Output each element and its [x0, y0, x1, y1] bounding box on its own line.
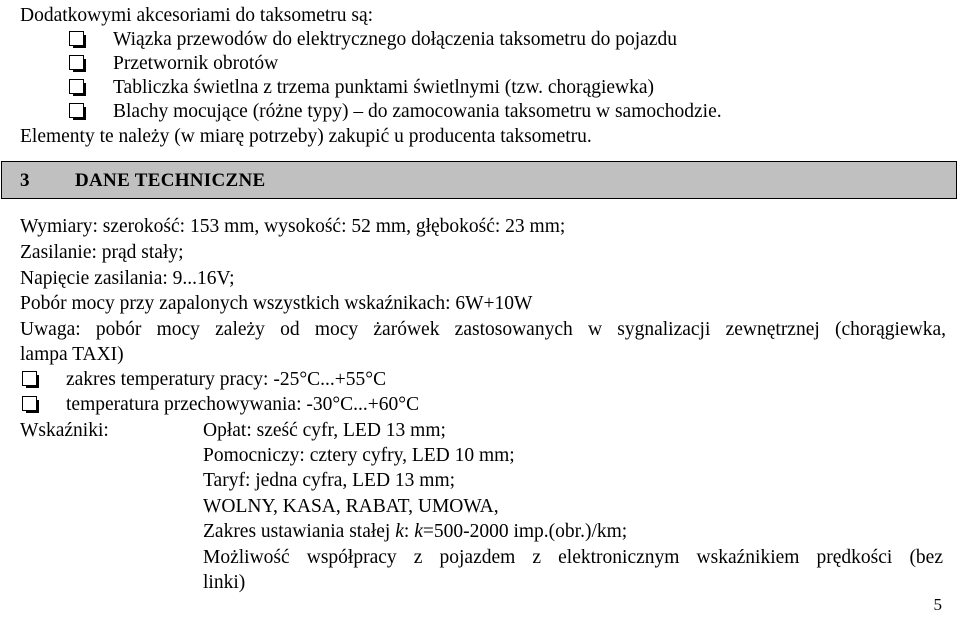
page-number: 5 — [933, 595, 942, 614]
accessory-item: Tabliczka świetlna z trzema punktami świetlnymi (tzw. chorągiewka) — [113, 77, 655, 98]
temp-item: temperatura przechowywania: -30°C...+60°C — [66, 394, 420, 415]
checkbox-icon — [69, 31, 84, 46]
accessory-item: Wiązka przewodów do elektrycznego dołączenia taksometru do pojazdu — [113, 29, 677, 50]
checkbox-icon — [69, 103, 84, 118]
accessory-item: Blachy mocujące (różne typy) – do zamocowania taksometru w samochodzie. — [113, 101, 722, 122]
tech-dimensions: Wymiary: szerokość: 153 mm, wysokość: 52 mm, głębokość: 23 mm; — [20, 216, 566, 237]
checkbox-icon — [22, 371, 37, 386]
indicators-label: Wskaźniki: — [20, 420, 109, 441]
indicator-item: Pomocniczy: cztery cyfry, LED 10 mm; — [203, 445, 515, 466]
k-constant-range — [203, 519, 627, 544]
k-prefix: Zakres ustawiania stałej — [203, 521, 396, 542]
temp-item: zakres temperatury pracy: -25°C...+55°C — [66, 369, 387, 390]
accessories-intro: Dodatkowymi akcesoriami do taksometru są: — [20, 5, 374, 26]
tech-voltage: Napięcie zasilania: 9...16V; — [20, 268, 235, 289]
accessories-note: Elementy te należy (w miarę potrzeby) zakupić u producenta taksometru. — [20, 126, 592, 147]
section-number: 3 — [20, 170, 30, 191]
tech-power: Zasilanie: prąd stały; — [20, 242, 184, 263]
checkbox-icon — [69, 79, 84, 94]
indicator-item: Opłat: sześć cyfr, LED 13 mm; — [203, 420, 446, 441]
checkbox-icon — [69, 55, 84, 70]
checkbox-icon — [22, 396, 37, 411]
cooperation-line1: Możliwość współpracy z pojazdem z elektronicznym wskaźnikiem prędkości (bez — [203, 547, 943, 568]
k-separator: : — [403, 521, 415, 542]
tech-consumption: Pobór mocy przy zapalonych wszystkich wskaźnikach: 6W+10W — [20, 293, 533, 314]
indicator-item: Taryf: jedna cyfra, LED 13 mm; — [203, 470, 456, 491]
section-heading — [1, 161, 957, 199]
tech-warning-line1: Uwaga: pobór mocy zależy od mocy żarówek zastosowanych w sygnalizacji zewnętrznej (chorągiewka, — [20, 319, 946, 340]
k-symbol: k — [414, 521, 423, 542]
tech-warning-line2: lampa TAXI) — [20, 344, 124, 365]
section-title: DANE TECHNICZNE — [75, 170, 266, 191]
k-suffix: =500-2000 imp.(obr.)/km; — [422, 521, 628, 542]
indicator-item: WOLNY, KASA, RABAT, UMOWA, — [203, 496, 499, 517]
k-symbol: k — [395, 521, 404, 542]
accessory-item: Przetwornik obrotów — [113, 53, 279, 74]
cooperation-line2: linki) — [203, 572, 246, 593]
